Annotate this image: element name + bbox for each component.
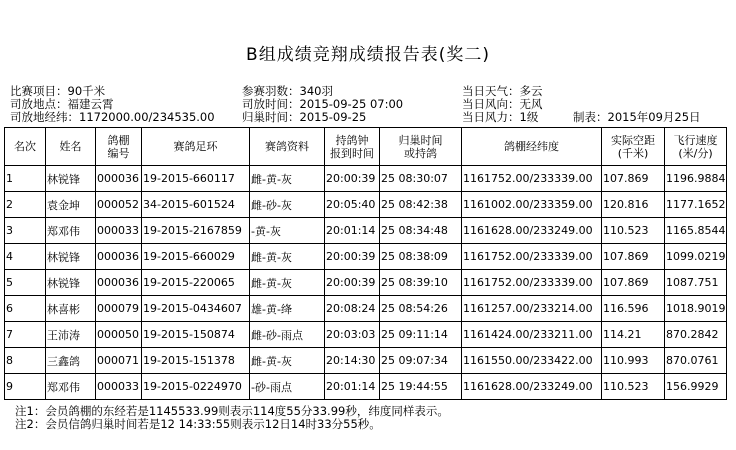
cell-speed: 1087.751 [665,270,727,296]
note-1: 注1：会员鸽棚的东经若是1145533.99则表示114度55分33.99秒，纬度同样表示。 [15,404,449,418]
cell-bird-info: -砂-雨点 [250,374,325,400]
cell-rank: 8 [5,348,46,374]
cell-loft-id: 000036 [96,270,142,296]
table-row [5,322,727,348]
info-return-time: 归巢时间：2015-09-25 [242,110,367,124]
cell-loft-id: 000071 [96,348,142,374]
cell-name: 郑邓伟 [46,374,96,400]
cell-return-time: 25 08:39:10 [380,270,462,296]
table-row [5,218,727,244]
cell-speed: 1018.9019 [665,296,727,322]
cell-loft-id: 000036 [96,166,142,192]
cell-return-time: 25 08:54:26 [380,296,462,322]
cell-speed: 1165.8544 [665,218,727,244]
header-ring: 赛鸽足环 [142,128,250,166]
cell-bird-info: 雄-黄-绛 [250,296,325,322]
cell-clock-time: 20:05:40 [325,192,380,218]
cell-name: 袁金坤 [46,192,96,218]
info-race-item: 比赛项目：90千米 [10,84,106,98]
table-header-row [5,128,727,166]
cell-rank: 9 [5,374,46,400]
header-rank: 名次 [5,128,46,166]
cell-bird-info: 雌-砂-雨点 [250,322,325,348]
info-birds-entered: 参赛羽数：340羽 [242,84,333,98]
cell-loft-id: 000052 [96,192,142,218]
cell-return-time: 25 08:34:48 [380,218,462,244]
cell-return-time: 25 08:30:07 [380,166,462,192]
cell-return-time: 25 08:38:09 [380,244,462,270]
cell-loft-id: 000079 [96,296,142,322]
cell-ring: 19-2015-151378 [142,348,250,374]
cell-name: 三鑫鸽 [46,348,96,374]
cell-rank: 4 [5,244,46,270]
header-bird-info: 赛鸽资料 [250,128,325,166]
table-row [5,296,727,322]
cell-ring: 19-2015-660117 [142,166,250,192]
cell-loft-coords: 1161002.00/233359.00 [462,192,602,218]
cell-clock-time: 20:03:03 [325,322,380,348]
cell-distance: 110.993 [602,348,665,374]
table-row [5,166,727,192]
cell-distance: 107.869 [602,244,665,270]
info-wind-direction: 当日风向：无风 [462,97,543,111]
cell-rank: 5 [5,270,46,296]
cell-loft-coords: 1161424.00/233211.00 [462,322,602,348]
table-row [5,244,727,270]
cell-return-time: 25 08:42:38 [380,192,462,218]
info-weather: 当日天气：多云 [462,84,543,98]
table-row [5,270,727,296]
table-row [5,348,727,374]
cell-name: 林喜彬 [46,296,96,322]
cell-rank: 3 [5,218,46,244]
cell-rank: 7 [5,322,46,348]
report-title: B组成绩竞翔成绩报告表(奖二) [246,45,490,65]
cell-ring: 19-2015-0224970 [142,374,250,400]
cell-bird-info: 雌-黄-灰 [250,270,325,296]
cell-loft-coords: 1161752.00/233339.00 [462,244,602,270]
cell-rank: 1 [5,166,46,192]
cell-loft-coords: 1161550.00/233422.00 [462,348,602,374]
cell-loft-id: 000033 [96,218,142,244]
cell-loft-id: 000036 [96,244,142,270]
info-release-place: 司放地点：福建云霄 [10,97,114,111]
cell-return-time: 25 19:44:55 [380,374,462,400]
cell-name: 郑邓伟 [46,218,96,244]
cell-bird-info: -黄-灰 [250,218,325,244]
table-row [5,192,727,218]
cell-ring: 19-2015-2167859 [142,218,250,244]
cell-bird-info: 雌-砂-灰 [250,192,325,218]
cell-name: 林锐锋 [46,244,96,270]
cell-distance: 116.596 [602,296,665,322]
cell-loft-id: 000033 [96,374,142,400]
table-row [5,374,727,400]
cell-distance: 107.869 [602,270,665,296]
header-loft-coords: 鸽棚经纬度 [462,128,602,166]
cell-loft-coords: 1161628.00/233249.00 [462,374,602,400]
cell-speed: 1196.9884 [665,166,727,192]
cell-clock-time: 20:08:24 [325,296,380,322]
cell-ring: 19-2015-150874 [142,322,250,348]
cell-loft-coords: 1161628.00/233249.00 [462,218,602,244]
cell-name: 王沛涛 [46,322,96,348]
cell-speed: 1177.1652 [665,192,727,218]
cell-speed: 156.9929 [665,374,727,400]
cell-distance: 110.523 [602,218,665,244]
cell-loft-id: 000050 [96,322,142,348]
note-2: 注2：会员信鸽归巢时间若是12 14:33:55则表示12日14时33分55秒。 [15,417,381,431]
header-name: 姓名 [46,128,96,166]
cell-clock-time: 20:01:14 [325,374,380,400]
cell-name: 林锐锋 [46,270,96,296]
notes [15,405,449,431]
header-loft-id: 鸽棚 编号 [96,128,142,166]
cell-rank: 2 [5,192,46,218]
cell-loft-coords: 1161257.00/233214.00 [462,296,602,322]
info-made-date: 制表：2015年09月25日 [573,110,701,124]
cell-clock-time: 20:01:14 [325,218,380,244]
cell-clock-time: 20:14:30 [325,348,380,374]
cell-return-time: 25 09:11:14 [380,322,462,348]
results-table [4,127,727,400]
cell-distance: 114.21 [602,322,665,348]
cell-loft-coords: 1161752.00/233339.00 [462,166,602,192]
cell-bird-info: 雌-黄-灰 [250,166,325,192]
cell-distance: 120.816 [602,192,665,218]
cell-ring: 34-2015-601524 [142,192,250,218]
info-release-time: 司放时间：2015-09-25 07:00 [242,97,404,111]
cell-name: 林锐锋 [46,166,96,192]
cell-ring: 19-2015-660029 [142,244,250,270]
cell-speed: 1099.0219 [665,244,727,270]
cell-clock-time: 20:00:39 [325,244,380,270]
cell-distance: 110.523 [602,374,665,400]
header-clock-time: 持鸽钟 报到时间 [325,128,380,166]
info-wind-force: 当日风力：1级 [462,110,539,124]
header-distance: 实际空距 (千米) [602,128,665,166]
cell-return-time: 25 09:07:34 [380,348,462,374]
cell-clock-time: 20:00:39 [325,166,380,192]
cell-clock-time: 20:00:39 [325,270,380,296]
info-release-coords: 司放地经纬：1172000.00/234535.00 [10,110,215,124]
cell-bird-info: 雌-黄-灰 [250,348,325,374]
cell-ring: 19-2015-0434607 [142,296,250,322]
header-speed: 飞行速度 (米/分) [665,128,727,166]
cell-loft-coords: 1161752.00/233339.00 [462,270,602,296]
cell-ring: 19-2015-220065 [142,270,250,296]
cell-distance: 107.869 [602,166,665,192]
cell-bird-info: 雌-黄-灰 [250,244,325,270]
cell-speed: 870.2842 [665,322,727,348]
cell-speed: 870.0761 [665,348,727,374]
header-return-time: 归巢时间 或持鸽 [380,128,462,166]
cell-rank: 6 [5,296,46,322]
